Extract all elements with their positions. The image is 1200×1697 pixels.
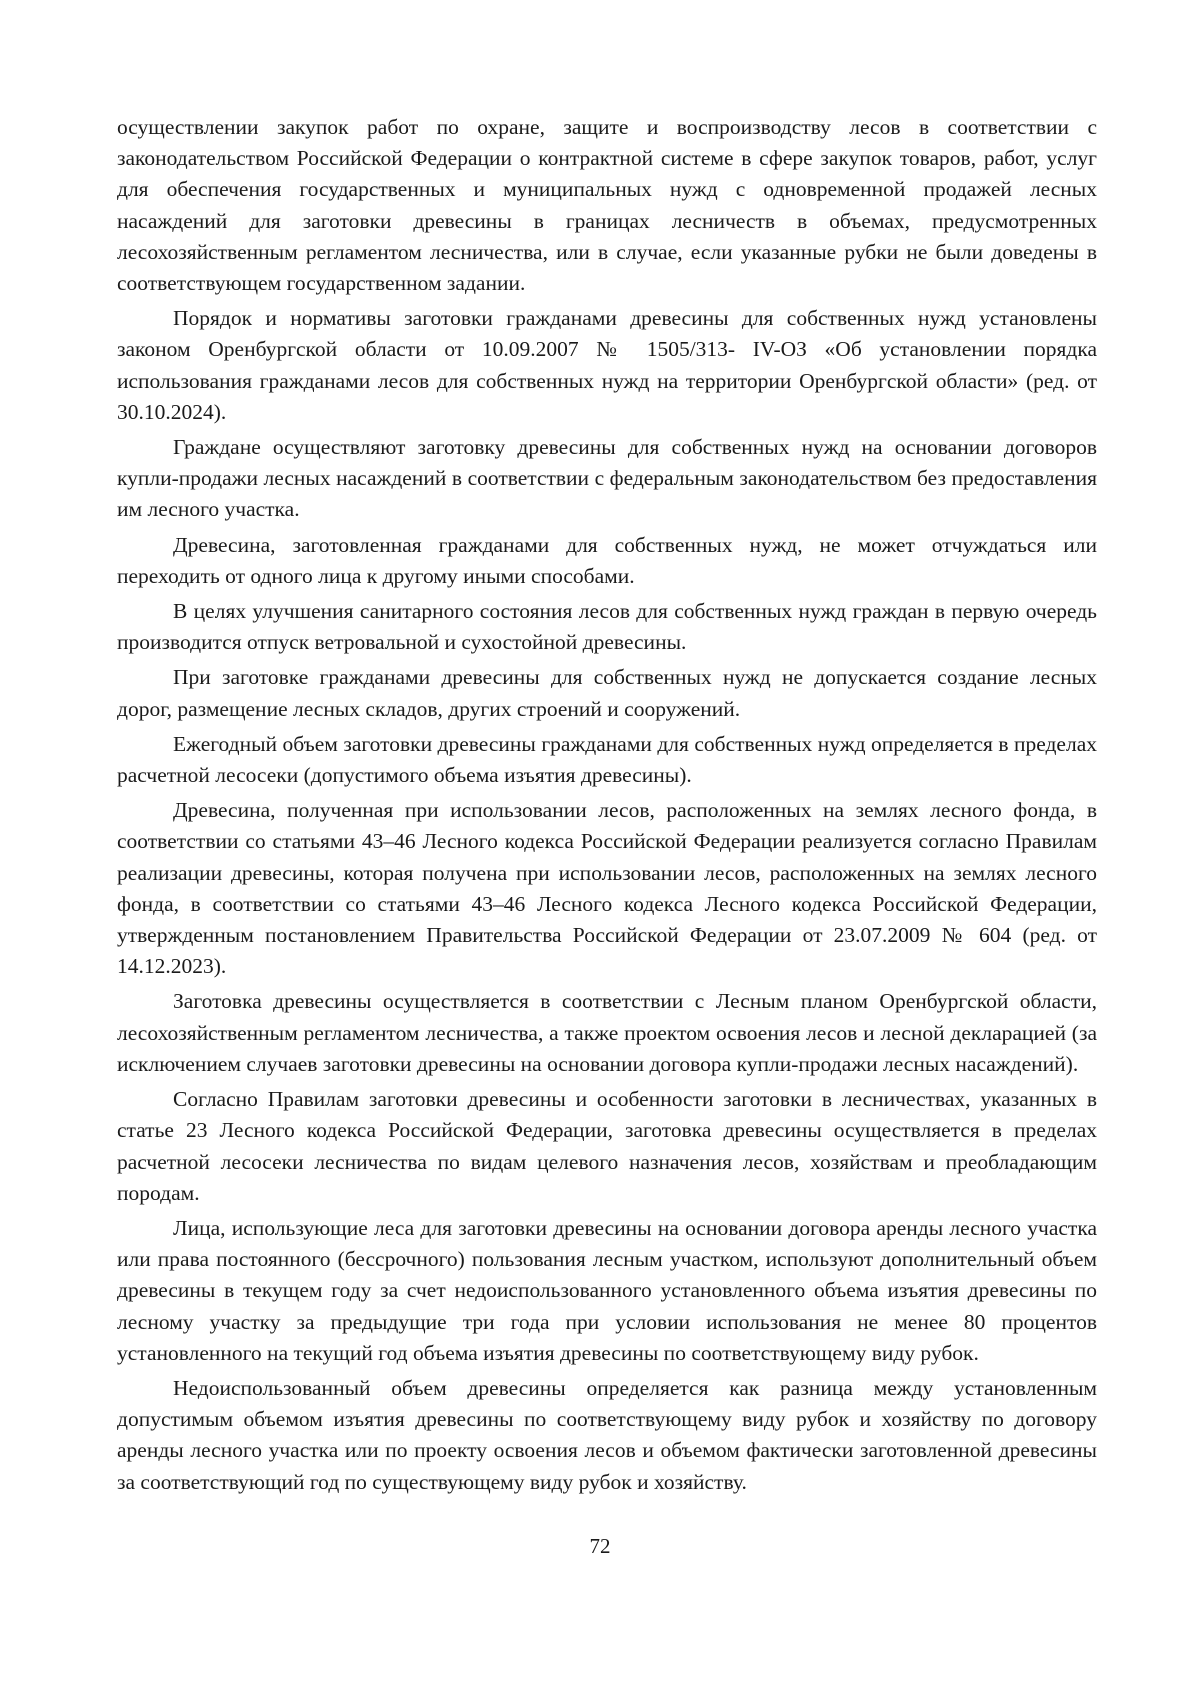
document-body <box>117 112 1097 1502</box>
paragraph: Древесина, полученная при использовании лесов, расположенных на землях лесного фонда, в соответствии со статьями 43–46 Лесного кодекса Российской Федерации реализуется согласно Правилам реализации древесины, которая получена при использовании лесов, расположенных на землях лесного фонда, в соответствии со статьями 43–46 Лесного кодекса Лесного кодекса Российской Федерации, утвержденным постановлением Правительства Российской Федерации от 23.07.2009 № 604 (ред. от 14.12.2023). <box>117 798 1097 979</box>
page-number: 72 <box>589 1534 611 1558</box>
paragraph: При заготовке гражданами древесины для собственных нужд не допускается создание лесных дорог, размещение лесных складов, других строений и сооружений. <box>117 665 1097 721</box>
paragraph: Порядок и нормативы заготовки гражданами древесины для собственных нужд установлены законом Оренбургской области от 10.09.2007 № 1505/313- IV-ОЗ «Об установлении порядка использования гражданами лесов для собственных нужд на территории Оренбургской области» (ред. от 30.10.2024). <box>117 306 1097 424</box>
paragraph: Заготовка древесины осуществляется в соответствии с Лесным планом Оренбургской области, лесохозяйственным регламентом лесничества, а также проектом освоения лесов и лесной декларацией (за исключением случаев заготовки древесины на основании договора купли-продажи лесных насаждений). <box>117 989 1097 1076</box>
paragraph: Граждане осуществляют заготовку древесины для собственных нужд на основании договоров купли-продажи лесных насаждений в соответствии с федеральным законодательством без предоставления им лесного участка. <box>117 435 1097 522</box>
paragraph: Ежегодный объем заготовки древесины гражданами для собственных нужд определяется в пределах расчетной лесосеки (допустимого объема изъятия древесины). <box>117 731 1097 788</box>
paragraph-continuation: осуществлении закупок работ по охране, защите и воспроизводству лесов в соответствии с законодательством Российской Федерации о контрактной системе в сфере закупок товаров, работ, услуг для обеспечения государственных и муниципальных нужд с одновременной продажей лесных насаждений для заготовки древесины в границах лесничеств в объемах, предусмотренных лесохозяйственным регламентом лесничества, или в случае, если указанные рубки не были доведены в соответствующем государственном задании. <box>117 115 1097 296</box>
paragraph: Недоиспользованный объем древесины определяется как разница между установленным допустимым объемом изъятия древесины по соответствующему виду рубок и хозяйству по договору аренды лесного участка или по проекту освоения лесов и объемом фактически заготовленной древесины за соответствующий год по существующему виду рубок и хозяйству. <box>117 1375 1097 1494</box>
paragraph: Согласно Правилам заготовки древесины и особенности заготовки в лесничествах, указанных в статье 23 Лесного кодекса Российской Федерации, заготовка древесины осуществляется в пределах расчетной лесосеки лесничества по видам целевого назначения лесов, хозяйствам и преобладающим породам. <box>117 1087 1097 1205</box>
paragraph: В целях улучшения санитарного состояния лесов для собственных нужд граждан в первую очередь производится отпуск ветровальной и сухостойной древесины. <box>117 599 1097 655</box>
paragraph: Древесина, заготовленная гражданами для собственных нужд, не может отчуждаться или переходить от одного лица к другому иными способами. <box>117 532 1097 588</box>
paragraph: Лица, использующие леса для заготовки древесины на основании договора аренды лесного участка или права постоянного (бессрочного) пользования лесным участком, используют дополнительный объем древесины в текущем году за счет недоиспользованного установленного объема изъятия древесины по лесному участку за предыдущие три года при условии использования не менее 80 процентов установленного на текущий год объема изъятия древесины по соответствующему виду рубок. <box>117 1215 1097 1365</box>
